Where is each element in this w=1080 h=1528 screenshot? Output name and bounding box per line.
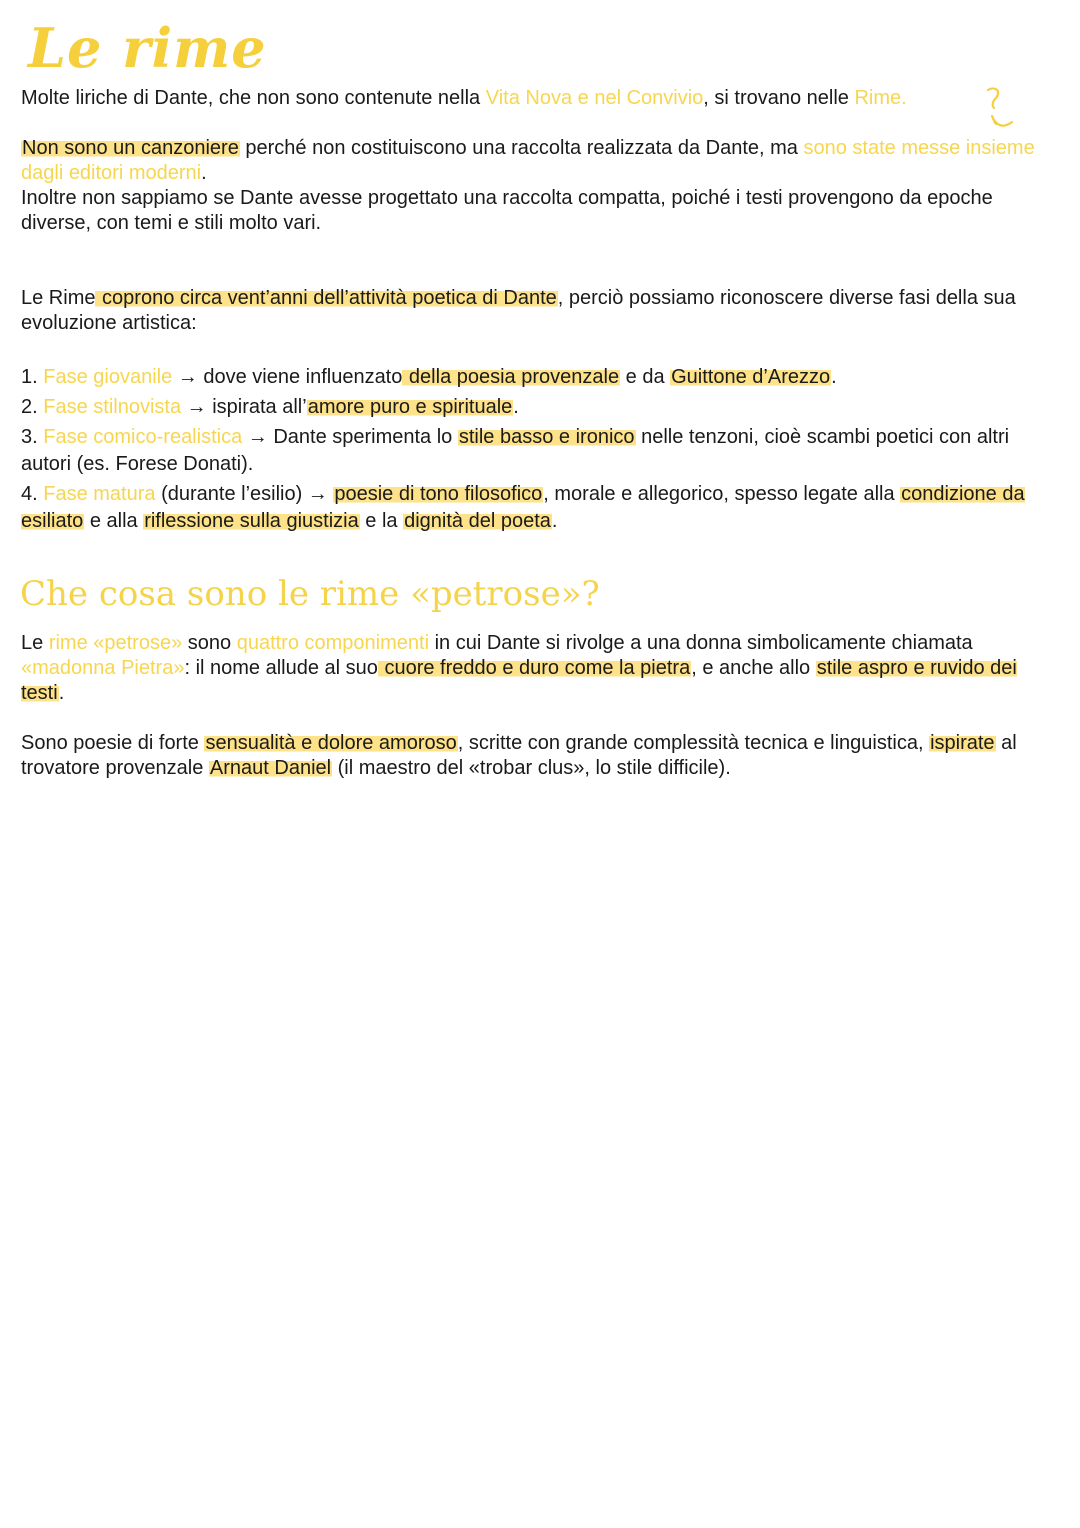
canzoniere-paragraph [21, 136, 1061, 236]
phase-3-name: Fase comico-realistica [43, 426, 243, 448]
phases-list [21, 364, 1061, 535]
intro-paragraph [21, 86, 1061, 111]
intro-text-2: , si trovano nelle [703, 87, 855, 109]
arnaut-daniel: Arnaut Daniel [209, 757, 332, 779]
canzoniere-text: perché non costituiscono una raccolta realizzata da Dante, ma [239, 137, 804, 159]
petrose-paragraph: Le rime «petrose» sono quattro componimenti in cui Dante si rivolge a una donna simbolicamente chiamata «madonna Pietra»: il nome allude al suo cuore freddo e duro come la pietra, e anche allo stile aspro e ruvido dei testi. [21, 632, 1017, 704]
page-title: Le rime [28, 16, 267, 80]
phase-1: 1. Fase giovanile → dove viene influenzato della poesia provenzale e da Guittone d’Arezzo. [21, 366, 837, 388]
phase-4-name: Fase matura [43, 483, 156, 505]
madonna-pietra: «madonna Pietra» [21, 657, 185, 679]
canzoniere-end: . [201, 162, 207, 184]
intro-text: Molte liriche di Dante, che non sono contenute nella [21, 87, 486, 109]
canzoniere-editors: sono state messe insieme dagli editori moderni [21, 137, 1035, 184]
intro-works: Vita Nova e nel Convivio [485, 87, 704, 109]
petrose-count: quattro componimenti [236, 632, 430, 654]
phase-4: 4. Fase matura (durante l’esilio) → poesie di tono filosofico, morale e allegorico, spesso legate alla condizione da esiliato e alla riflessione sulla giustizia e la dignità del poeta. [21, 483, 1025, 532]
phase-3: 3. Fase comico-realistica → Dante sperimenta lo stile basso e ironico nelle tenzoni, cioè scambi poetici con altri autori (es. Forese Donati). [21, 426, 1010, 475]
rime-span-paragraph [21, 286, 1061, 336]
sensuality-paragraph: Sono poesie di forte sensualità e dolore amoroso, scritte con grande complessità tecnica e linguistica, ispirate al trovatore provenzale Arnaut Daniel (il maestro del «trobar clus», lo stile difficile). [21, 732, 1017, 779]
petrose-heading: Che cosa sono le rime «petrose»? [20, 574, 600, 614]
intro-rime: Rime. [854, 87, 907, 109]
phase-1-name: Fase giovanile [43, 366, 173, 388]
rime-span-text: Le Rime [21, 287, 96, 309]
petrose-term: rime «petrose» [48, 632, 183, 654]
rime-span-highlight: coprono circa vent’anni dell’attività poetica di Dante [96, 287, 557, 309]
phase-2: 2. Fase stilnovista → ispirata all’amore puro e spirituale. [21, 396, 519, 418]
rime-span-text-2: , perciò possiamo riconoscere diverse fasi della sua evoluzione artistica: [21, 287, 1016, 334]
phase-2-name: Fase stilnovista [43, 396, 182, 418]
canzoniere-highlight: Non sono un canzoniere [22, 137, 239, 159]
canzoniere-line2: Inoltre non sappiamo se Dante avesse progettato una raccolta compatta, poiché i testi provengono da epoche diverse, con temi e stili molto vari. [21, 187, 993, 234]
